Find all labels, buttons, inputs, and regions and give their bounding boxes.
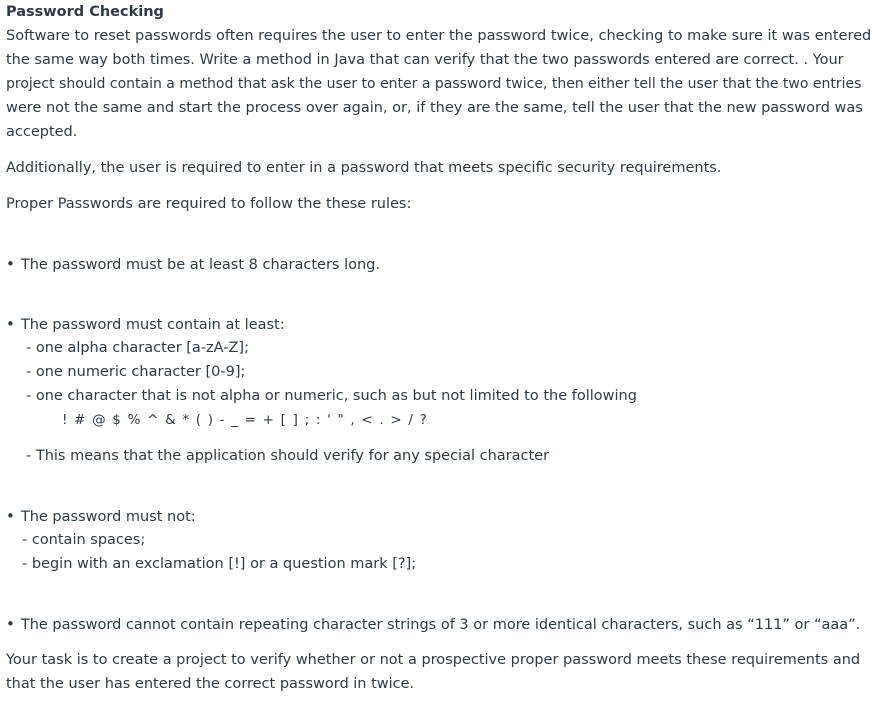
rule-repeat: • The password cannot contain repeating character strings of 3 or more identical characters, such as “111” or “aaa”.	[6, 614, 860, 635]
task-line: Your task is to create a project to verify whether or not a prospective proper password meets these requirements and	[6, 652, 861, 668]
rules-intro: Proper Passwords are required to follow the these rules:	[6, 196, 412, 212]
rule-not-heading: • The password must not:	[6, 506, 196, 527]
rule-not-spaces: - contain spaces;	[22, 532, 146, 548]
rule-not-begin: - begin with an exclamation [!] or a question mark [?];	[22, 556, 417, 572]
task-line: that the user has entered the correct password in twice.	[6, 676, 415, 692]
intro-line: were not the same and start the process over again, or, if they are the same, tell the user that the new password was	[6, 100, 863, 116]
rule-contain-alpha: - one alpha character [a-zA-Z];	[26, 340, 249, 356]
document-title: Password Checking	[6, 4, 164, 20]
rule-contain-note: - This means that the application should verify for any special character	[26, 448, 550, 464]
intro-line: accepted.	[6, 124, 78, 140]
rule-contain-heading: • The password must contain at least:	[6, 314, 285, 335]
additionally-paragraph: Additionally, the user is required to enter in a password that meets specific security requirements.	[6, 160, 722, 176]
rule-contain-special: - one character that is not alpha or numeric, such as but not limited to the following	[26, 388, 637, 404]
intro-line: project should contain a method that ask the user to enter a password twice, then either tell the user that the two entries	[6, 76, 862, 92]
special-characters-list: ! # @ $ % ^ & * ( ) - _ = + [ ] ; : ' " , < . > / ?	[62, 412, 428, 428]
intro-line: the same way both times. Write a method in Java that can verify that the two passwords entered are correct. . Your	[6, 52, 844, 68]
rule-length: • The password must be at least 8 characters long.	[6, 254, 380, 275]
intro-line: Software to reset passwords often requires the user to enter the password twice, checking to make sure it was entered	[6, 28, 872, 44]
rule-contain-numeric: - one numeric character [0-9];	[26, 364, 246, 380]
